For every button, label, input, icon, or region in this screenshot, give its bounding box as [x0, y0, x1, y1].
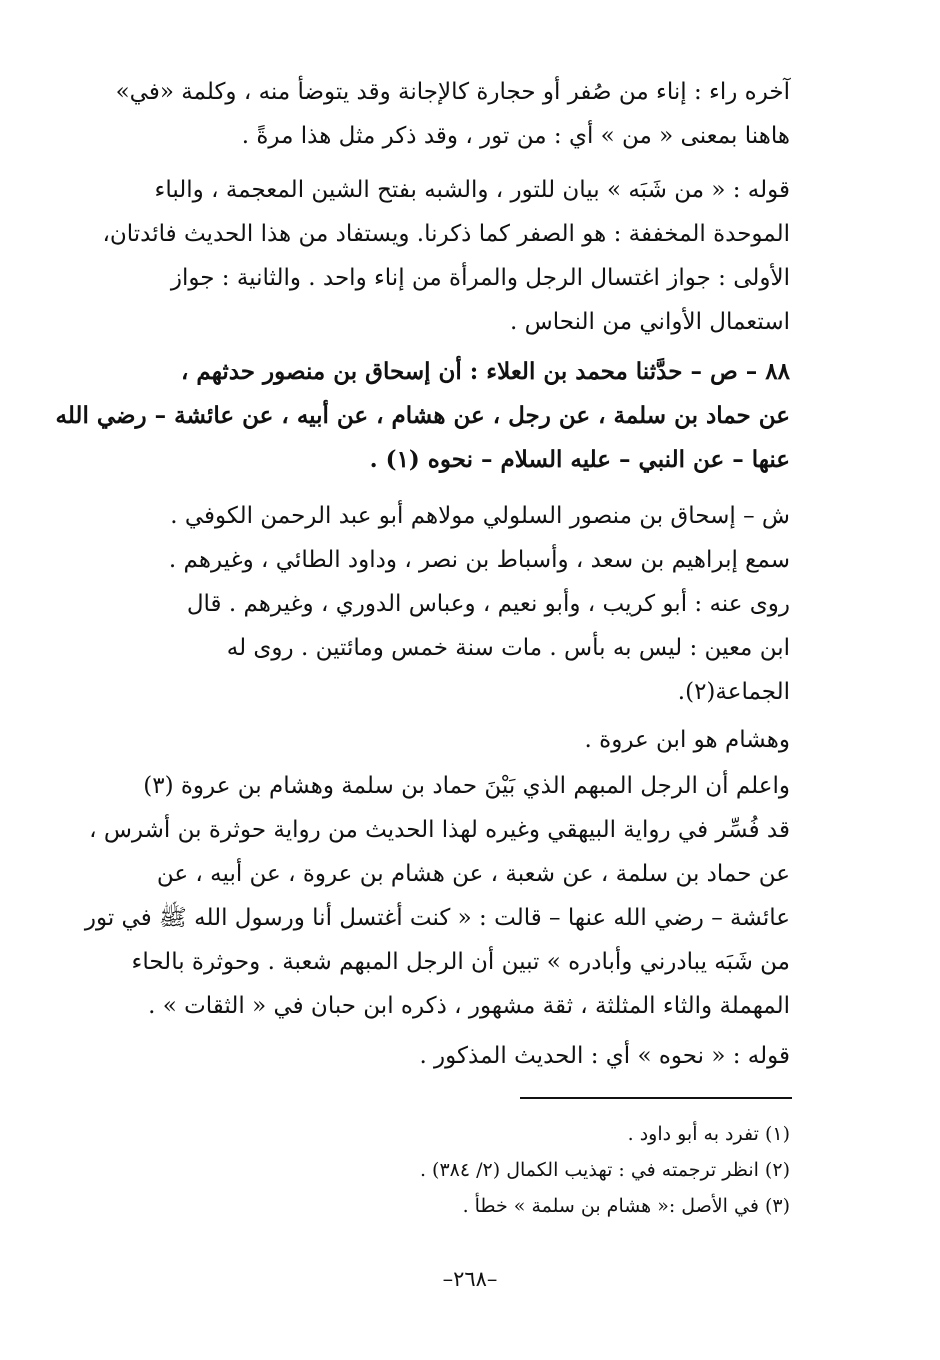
footnote-2: (٢) انظر ترجمته في : تهذيب الكمال (٢/ ٣٨٤) . [419, 1159, 790, 1181]
hadith-88 [55, 350, 790, 482]
text-line: وهشام هو ابن عروة . [584, 727, 790, 753]
paragraph-1 [110, 70, 790, 158]
text-line: عائشة – رضي الله عنها – قالت : « كنت أغتسل أنا ورسول الله ﷺ في تور [84, 905, 790, 931]
text-line: الأولى : جواز اغتسال الرجل والمرأة من إناء واحد . والثانية : جواز [170, 265, 790, 291]
text-line: عن حماد بن سلمة ، عن رجل ، عن هشام ، عن أبيه ، عن عائشة – رضي الله [55, 402, 790, 429]
text-line: آخره راء : إناء من صُفر أو حجارة كالإجانة وقد يتوضأ منه ، وكلمة «في» [115, 79, 790, 105]
text-line: ش – إسحاق بن منصور السلولي مولاهم أبو عبد الرحمن الكوفي . [170, 503, 790, 529]
text-line: الجماعة(٢). [677, 679, 790, 705]
paragraph-2 [102, 168, 790, 344]
text-line: قد فُسِّر في رواية البيهقي وغيره لهذا الحديث من رواية حوثرة بن أشرس ، [89, 817, 790, 843]
text-line: واعلم أن الرجل المبهم الذي بَيْنَ حماد بن سلمة وهشام بن عروة (٣) [143, 773, 790, 799]
text-line: عن حماد بن سلمة ، عن شعبة ، عن هشام بن عروة ، عن أبيه ، عن [156, 861, 790, 887]
text-line: من شَبَه يبادرني وأبادره » تبين أن الرجل المبهم شعبة . وحوثرة بالحاء [131, 949, 790, 975]
footnote-1: (١) تفرد به أبو داود . [627, 1123, 790, 1145]
text-line: سمع إبراهيم بن سعد ، وأسباط بن نصر ، وداود الطائي ، وغيرهم . [168, 547, 790, 573]
footnote-3: (٣) في الأصل :« هشام بن سلمة » خطأ . [462, 1195, 790, 1217]
text-line: المهملة والثاء المثلثة ، ثقة مشهور ، ذكره ابن حبان في « الثقات » . [148, 993, 790, 1019]
text-line: ٨٨ – ص – حدَّثنا محمد بن العلاء : أن إسحاق بن منصور حدثهم ، [180, 358, 790, 385]
text-line: استعمال الأواني من النحاس . [510, 309, 790, 335]
text-line: قوله : « من شَبَه » بيان للتور ، والشبه بفتح الشين المعجمة ، والباء [154, 177, 790, 203]
text-line: عنها – عن النبي – عليه السلام – نحوه (١) . [369, 446, 790, 473]
paragraph-hisham [110, 718, 790, 762]
paragraph-nahwahu [110, 1034, 790, 1078]
footnote-divider [520, 1097, 792, 1099]
footnotes [110, 1116, 790, 1224]
page-number: –٢٦٨– [442, 1267, 498, 1291]
text-line: ابن معين : ليس به بأس . مات سنة خمس ومائتين . روى له [226, 635, 790, 661]
text-line: هاهنا بمعنى « من » أي : من تور ، وقد ذكر مثل هذا مرةً . [241, 123, 790, 149]
paragraph-sharh [110, 494, 790, 714]
text-line: قوله : « نحوه » أي : الحديث المذكور . [419, 1043, 790, 1069]
text-line: الموحدة المخففة : هو الصفر كما ذكرنا. ويستفاد من هذا الحديث فائدتان، [102, 221, 790, 247]
paragraph-mubham [84, 764, 790, 1028]
text-line: روى عنه : أبو كريب ، وأبو نعيم ، وعباس الدوري ، وغيرهم . قال [186, 591, 790, 617]
